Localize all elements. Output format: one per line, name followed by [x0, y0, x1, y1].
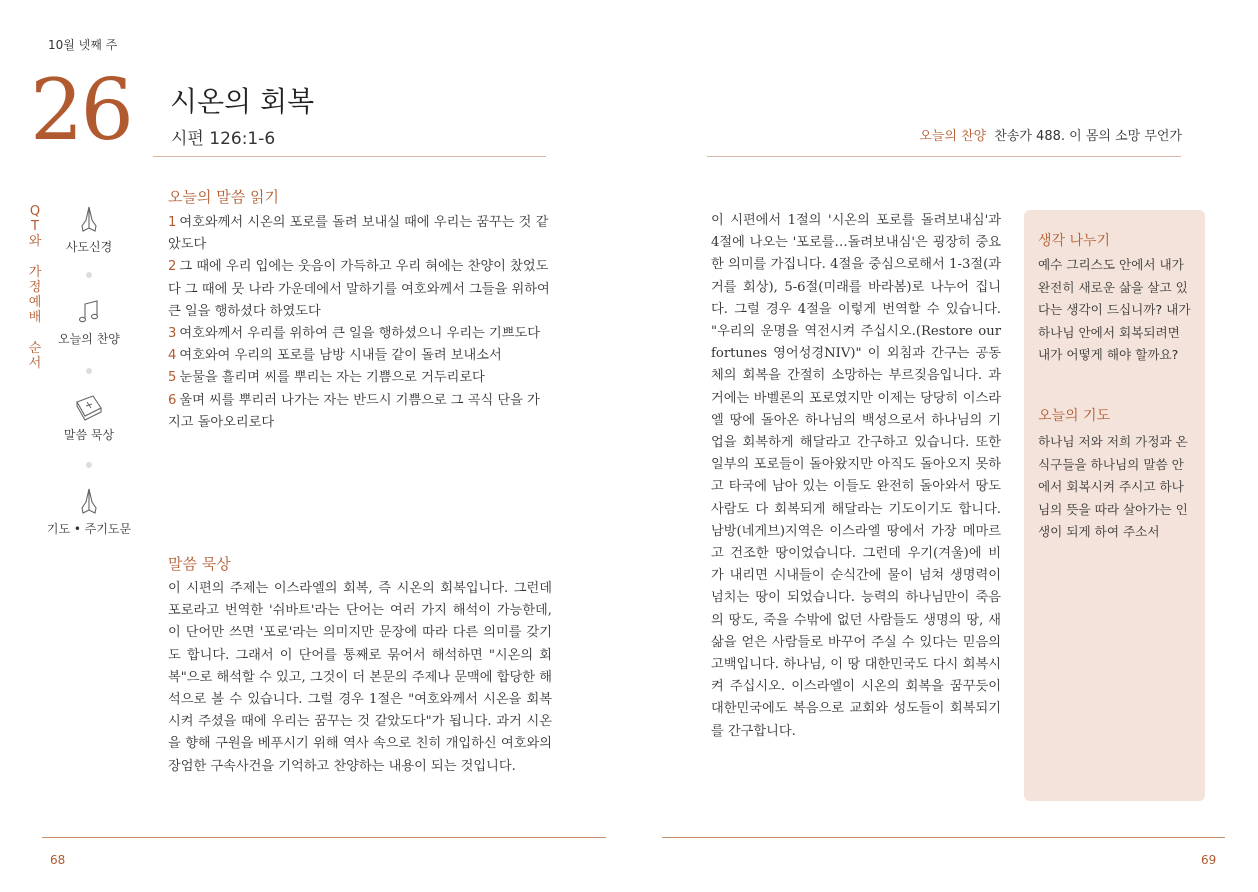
bible-icon — [73, 392, 105, 422]
step-separator-dot — [86, 272, 92, 278]
vertical-char: T — [31, 219, 39, 234]
verse — [168, 212, 550, 256]
music-note-icon — [74, 298, 104, 326]
meditation-body: 이 시편의 주제는 이스라엘의 회복, 즉 시온의 회복입니다. 그런데 포로라고 번역한 '쉬바트'라는 단어는 여러 가지 해석이 가능한데, 이 단어만 쓰면 '포로'라는 의미지만 문장에 따라 다른 의미를 갖기도 합니다. 그래서 이 단어를 통째로 묶어서 해석하면 "시온의 회복"으로 해석할 수 있고, 그것이 더 본문의 주제나 문맥에 합당한 해석으로 볼 수 있습니다. 그럴 경우 1절은 "여호와께서 시온을 회복시켜 주셨을 때에 우리는 꿈꾸는 것 같았도다"가 됩니다. 과거 시온을 향해 구원을 베푸시기 위해 역사 속으로 친히 개입하신 여호와의 장엄한 구속사건을 기억하고 찬양하는 내용이 되는 것입니다. — [168, 581, 552, 774]
header-divider-right — [707, 156, 1181, 157]
verse — [168, 323, 550, 345]
vertical-char: 와 — [28, 234, 42, 249]
vertical-char: 가 — [28, 265, 42, 280]
verse-number: 1 — [168, 215, 177, 230]
share-heading: 생각 나누기 — [1038, 233, 1111, 249]
page-title: 시온의 회복 — [170, 85, 315, 118]
page-number-right: 69 — [1201, 853, 1217, 867]
verse-text: 울며 씨를 뿌리러 나가는 자는 반드시 기쁨으로 그 곡식 단을 가지고 돌아오리로다 — [168, 392, 540, 430]
verse-number: 3 — [168, 326, 177, 342]
hymn-label: 오늘의 찬양 — [919, 129, 987, 144]
page-number-left: 68 — [50, 853, 66, 867]
footer-divider-right — [662, 837, 1225, 838]
step-meditation — [44, 392, 134, 443]
meditation-continued: 이 시편에서 1절의 '시온의 포로를 돌려보내심'과 4절에 나오는 '포로를…돌려보내심'은 굉장히 중요한 의미를 가집니다. 4절을 중심으로해서 1-3절(과거를 회상), 5-6절(미래를 바라봄)로 나누어 집니다. 그럴 경우 4절을 이렇게 번역할 수 있습니다. "우리의 운명을 역전시켜 주십시오.(Restore our fortunes 영어성경NIV)" 이 외침과 간구는 공동체의 회복을 간절히 소망하는 부르짖음입니다. 과거에는 바벨론의 포로였지만 이제는 당당히 이스라엘 땅에 돌아온 하나님의 백성으로서 하나님의 기업을 회복하게 해달라고 간구하고 있습니다. 또한 일부의 포로들이 돌아왔지만 아직도 돌아오지 못하고 타국에 남아 있는 이들도 완전히 돌아와서 땅도 사람도 다 회복되게 해달라는 기도이기도 합니다. 남방(네게브)지역은 이스라엘 땅에서 가장 메마르고 건조한 땅이었습니다. 그런데 우기(겨울)에 비가 내리면 시내들이 순식간에 물이 넘쳐 생명력이 넘치는 땅이 되었습니다. 능력의 하나님만이 죽음의 땅도, 죽을 수밖에 없던 사람들도 생명의 땅, 새 삶을 얻은 사람들로 바꾸어 주실 수 있다는 믿음의 고백입니다. 하나님, 이 땅 대한민국도 다시 회복시켜 주십시오. 이스라엘이 시온의 회복을 꿈꾸듯이 대한민국에도 복음으로 교회와 성도들이 회복되기를 간구합니다. — [711, 213, 1001, 739]
vertical-char: Q — [29, 204, 41, 219]
vertical-char: 순 — [28, 341, 42, 356]
step-label: 말씀 묵상 — [63, 428, 115, 442]
verse-text: 여호와께서 우리를 위하여 큰 일을 행하셨으니 우리는 기쁘도다 — [179, 326, 540, 342]
prayer-heading: 오늘의 기도 — [1038, 408, 1111, 424]
step-apostles-creed — [44, 204, 134, 255]
verse-text: 눈물을 흘리며 씨를 뿌리는 자는 기쁨으로 거두리로다 — [179, 370, 485, 386]
praying-hands-icon — [74, 486, 104, 516]
vertical-char: 서 — [28, 356, 42, 371]
step-label: 기도 • 주기도문 — [46, 522, 132, 536]
vertical-char: 예 — [28, 295, 42, 310]
verse-number: 4 — [168, 348, 177, 364]
step-label: 오늘의 찬양 — [58, 332, 120, 346]
sidebar-vertical-title — [28, 204, 42, 371]
step-hymn — [44, 298, 134, 347]
verse-number: 5 — [168, 370, 177, 386]
scripture-reference: 시편 126:1-6 — [171, 129, 276, 149]
step-label: 사도신경 — [65, 240, 113, 254]
header-divider-left — [153, 156, 546, 157]
verse — [168, 256, 550, 323]
verse-number: 6 — [168, 392, 177, 408]
step-prayer — [30, 486, 148, 537]
share-text: 예수 그리스도 안에서 내가 완전히 새로운 삶을 살고 있다는 생각이 드십니까? 내가 하나님 안에서 회복되려면 내가 어떻게 해야 할까요? — [1038, 257, 1191, 362]
verse — [168, 345, 550, 367]
week-label: 10월 넷째 주 — [48, 38, 118, 52]
verse-number: 2 — [168, 259, 177, 275]
hymn-line — [919, 125, 1182, 144]
vertical-char: 배 — [28, 310, 42, 325]
meditation-heading: 말씀 묵상 — [168, 555, 231, 573]
prayer-text: 하나님 저와 저희 가정과 온 식구들을 하나님의 말씀 안에서 회복시켜 주시고 하나님의 뜻을 따라 살아가는 인생이 되게 하여 주소서 — [1038, 434, 1188, 539]
step-separator-dot — [86, 368, 92, 374]
footer-divider-left — [42, 837, 606, 838]
praying-hands-icon — [74, 204, 104, 234]
verse-text: 여호와께서 시온의 포로를 돌려 보내실 때에 우리는 꿈꾸는 것 같았도다 — [168, 215, 549, 253]
verse-text: 여호와여 우리의 포로를 남방 시내들 같이 돌려 보내소서 — [179, 348, 502, 364]
verse-text: 그 때에 우리 입에는 웃음이 가득하고 우리 혀에는 찬양이 찼었도다 그 때에 뭇 나라 가운데에서 말하기를 여호와께서 그들을 위하여 큰 일을 행하셨다 하였도다 — [168, 259, 550, 319]
hymn-text: 찬송가 488. 이 몸의 소망 무언가 — [994, 129, 1182, 144]
step-separator-dot — [86, 462, 92, 468]
verse — [168, 367, 550, 389]
day-number: 26 — [30, 61, 131, 159]
scripture-passage — [168, 212, 550, 434]
reflection-box — [1024, 210, 1205, 801]
vertical-char: 정 — [28, 280, 42, 295]
reading-heading: 오늘의 말씀 읽기 — [168, 188, 279, 206]
verse — [168, 390, 550, 434]
